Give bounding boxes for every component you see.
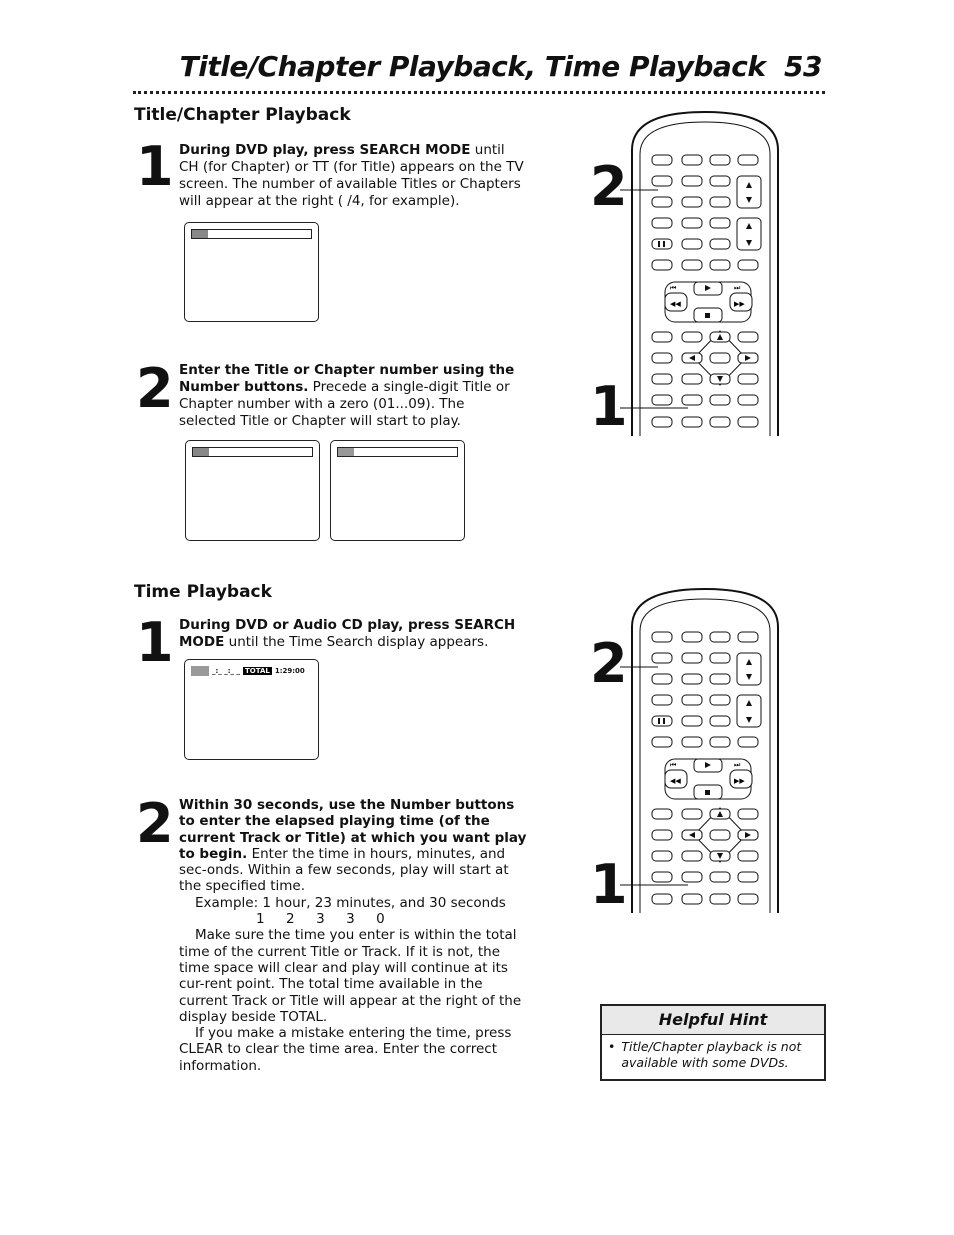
- time-search-screen: [184, 659, 319, 760]
- remote-button[interactable]: [682, 332, 702, 342]
- remote-button[interactable]: [738, 872, 758, 882]
- fast-forward-icon: ▶▶: [734, 300, 745, 308]
- remote-button[interactable]: [710, 176, 730, 186]
- page-title: [180, 50, 822, 83]
- remote-button[interactable]: [652, 395, 672, 405]
- remote-button[interactable]: [710, 894, 730, 904]
- remote-button[interactable]: [652, 809, 672, 819]
- helpful-hint-heading: Helpful Hint: [602, 1006, 824, 1035]
- chapter-icon: [192, 230, 208, 238]
- remote-button[interactable]: [652, 332, 672, 342]
- fast-forward-icon: ▶▶: [734, 777, 745, 785]
- total-label: TOTAL: [244, 667, 270, 675]
- remote-button[interactable]: [738, 260, 758, 270]
- remote-button[interactable]: [682, 632, 702, 642]
- remote-button[interactable]: [710, 737, 730, 747]
- remote-button[interactable]: [682, 894, 702, 904]
- remote-button[interactable]: [652, 872, 672, 882]
- remote-button[interactable]: [738, 894, 758, 904]
- step-number: 2: [136, 792, 172, 855]
- clock-icon: [191, 666, 209, 676]
- remote-button[interactable]: [652, 716, 672, 726]
- remote-button[interactable]: [652, 653, 672, 663]
- step-bold-text: During DVD or Audio CD play, press SEARCH MODE: [179, 617, 516, 650]
- remote-button[interactable]: [710, 653, 730, 663]
- skip-back-icon: ⏮: [670, 284, 677, 292]
- helpful-hint-box: [600, 1004, 826, 1081]
- step-bold-text: During DVD play, press SEARCH MODE: [179, 142, 471, 158]
- pause-icon: [663, 718, 665, 724]
- skip-back-icon: ⏮: [670, 761, 677, 769]
- remote-button[interactable]: [682, 674, 702, 684]
- step-body-text: Enter the time in hours, minutes, and sec-onds. Within a few seconds, play will start at the specified time.: [179, 845, 509, 895]
- remote-rocker[interactable]: [737, 176, 761, 208]
- remote-button[interactable]: [738, 737, 758, 747]
- step-body-text: until the Time Search display appears.: [224, 634, 489, 650]
- remote-button[interactable]: [738, 332, 758, 342]
- remote-button[interactable]: [710, 239, 730, 249]
- remote-button[interactable]: [652, 353, 672, 363]
- remote-button[interactable]: [682, 176, 702, 186]
- remote-button[interactable]: [652, 218, 672, 228]
- remote-button[interactable]: [652, 851, 672, 861]
- remote-button[interactable]: [710, 830, 730, 840]
- remote-button[interactable]: [710, 395, 730, 405]
- time-search-bar: [191, 666, 305, 676]
- chapter-icon: [193, 448, 209, 456]
- remote-button[interactable]: [710, 353, 730, 363]
- remote-button[interactable]: [710, 218, 730, 228]
- remote-button[interactable]: [710, 417, 730, 427]
- tv-screen-display: [184, 222, 319, 322]
- remote-button[interactable]: [682, 851, 702, 861]
- remote-button[interactable]: [738, 155, 758, 165]
- remote-button[interactable]: [682, 395, 702, 405]
- remote-button[interactable]: [652, 176, 672, 186]
- remote-button[interactable]: [652, 894, 672, 904]
- dotted-divider: [133, 91, 825, 94]
- step-instruction: [179, 362, 524, 430]
- stop-icon: [705, 313, 710, 318]
- remote-button[interactable]: [710, 260, 730, 270]
- helpful-hint-text: Title/Chapter playback is not available with some DVDs.: [621, 1039, 802, 1070]
- remote-body-inner: [640, 599, 770, 913]
- step-body-text: until CH (for Chapter) or TT (for Title) appears on the TV screen. The number of available Titles or Chapters will appear at the right ( /4, for example).: [179, 142, 524, 209]
- callout-number: 2: [590, 632, 628, 695]
- remote-rocker[interactable]: [737, 653, 761, 685]
- remote-button[interactable]: [710, 716, 730, 726]
- step-bold-text: Enter the Title or Chapter number using the Number buttons.: [179, 362, 515, 395]
- remote-button[interactable]: [682, 197, 702, 207]
- remote-button[interactable]: [652, 197, 672, 207]
- remote-button[interactable]: [682, 260, 702, 270]
- remote-button[interactable]: [710, 632, 730, 642]
- step-number: 1: [136, 135, 172, 198]
- example-digits: 1 2 3 3 0: [256, 911, 385, 928]
- skip-forward-icon: ⏭: [734, 284, 741, 292]
- remote-button[interactable]: [682, 155, 702, 165]
- search-bar: [191, 229, 312, 239]
- step-instruction: [179, 797, 527, 1074]
- search-bar: [337, 447, 458, 457]
- tv-screen-display-title: [330, 440, 465, 541]
- remote-button[interactable]: [682, 872, 702, 882]
- page-title-text: Title/Chapter Playback, Time Playback: [179, 50, 766, 83]
- title-icon: [338, 448, 354, 456]
- step-body-text: Precede a single-digit Title or Chapter number with a zero (01...09). The selected Title or Chapter will start to play.: [179, 379, 510, 429]
- pause-icon: [658, 718, 660, 724]
- step-instruction: [179, 617, 529, 651]
- remote-button[interactable]: [652, 239, 672, 249]
- callout-number: 2: [590, 155, 628, 218]
- remote-body-inner: [640, 122, 770, 436]
- remote-button[interactable]: [652, 737, 672, 747]
- remote-button[interactable]: [682, 239, 702, 249]
- total-time: 1:29:00: [274, 667, 305, 675]
- remote-button[interactable]: [710, 674, 730, 684]
- pause-icon: [663, 241, 665, 247]
- remote-button[interactable]: [710, 155, 730, 165]
- remote-button[interactable]: [652, 417, 672, 427]
- remote-button[interactable]: [682, 218, 702, 228]
- remote-button[interactable]: [738, 851, 758, 861]
- section-heading-title-chapter: Title/Chapter Playback: [134, 105, 351, 125]
- remote-button[interactable]: [682, 737, 702, 747]
- rewind-icon: ◀◀: [670, 777, 681, 785]
- page-number: 53: [784, 50, 822, 83]
- remote-button[interactable]: [682, 695, 702, 705]
- remote-button[interactable]: [710, 197, 730, 207]
- time-entry-dashes: _:_ _:_ _: [212, 667, 240, 675]
- pause-icon: [658, 241, 660, 247]
- remote-button[interactable]: [652, 155, 672, 165]
- remote-button[interactable]: [738, 417, 758, 427]
- step-bold-text: Within 30 seconds, use the Number buttons to enter the elapsed playing time (of the current Track or Title) at which you want play to begin.: [179, 797, 527, 862]
- step-number: 2: [136, 357, 172, 420]
- rewind-icon: ◀◀: [670, 300, 681, 308]
- remote-button[interactable]: [652, 830, 672, 840]
- remote-button[interactable]: [738, 632, 758, 642]
- example-text: Example: 1 hour, 23 minutes, and 30 seconds: [195, 894, 506, 911]
- tv-screen-display-chapter: [185, 440, 320, 541]
- remote-button[interactable]: [682, 809, 702, 819]
- remote-control-illustration: [620, 110, 790, 436]
- step-note-text: If you make a mistake entering the time, press CLEAR to clear the time area. Enter the correct information.: [179, 1025, 512, 1074]
- remote-button[interactable]: [738, 809, 758, 819]
- search-bar: [192, 447, 313, 457]
- bullet-icon: •: [608, 1039, 616, 1054]
- remote-button[interactable]: [682, 653, 702, 663]
- remote-button[interactable]: [682, 374, 702, 384]
- skip-forward-icon: ⏭: [734, 761, 741, 769]
- step-note-text: Make sure the time you enter is within the total time of the current Title or Track. If it is not, the time space will clear and play will continue at its cur-rent point. The total time available in the current Track or Title will appear at the right of the display beside TOTAL.: [179, 927, 522, 1025]
- section-heading-time-playback: Time Playback: [134, 582, 272, 602]
- remote-button[interactable]: [652, 260, 672, 270]
- remote-button[interactable]: [652, 374, 672, 384]
- remote-control-illustration: [620, 587, 790, 913]
- remote-button[interactable]: [682, 716, 702, 726]
- remote-button[interactable]: [682, 417, 702, 427]
- remote-button[interactable]: [652, 632, 672, 642]
- stop-icon: [705, 790, 710, 795]
- remote-button[interactable]: [710, 695, 730, 705]
- remote-button[interactable]: [738, 374, 758, 384]
- callout-number: 1: [590, 375, 628, 438]
- callout-number: 1: [590, 853, 628, 916]
- remote-button[interactable]: [738, 395, 758, 405]
- step-number: 1: [136, 611, 172, 674]
- remote-button[interactable]: [710, 872, 730, 882]
- step-instruction: [179, 142, 524, 210]
- helpful-hint-body: [602, 1035, 824, 1071]
- remote-button[interactable]: [652, 674, 672, 684]
- remote-button[interactable]: [652, 695, 672, 705]
